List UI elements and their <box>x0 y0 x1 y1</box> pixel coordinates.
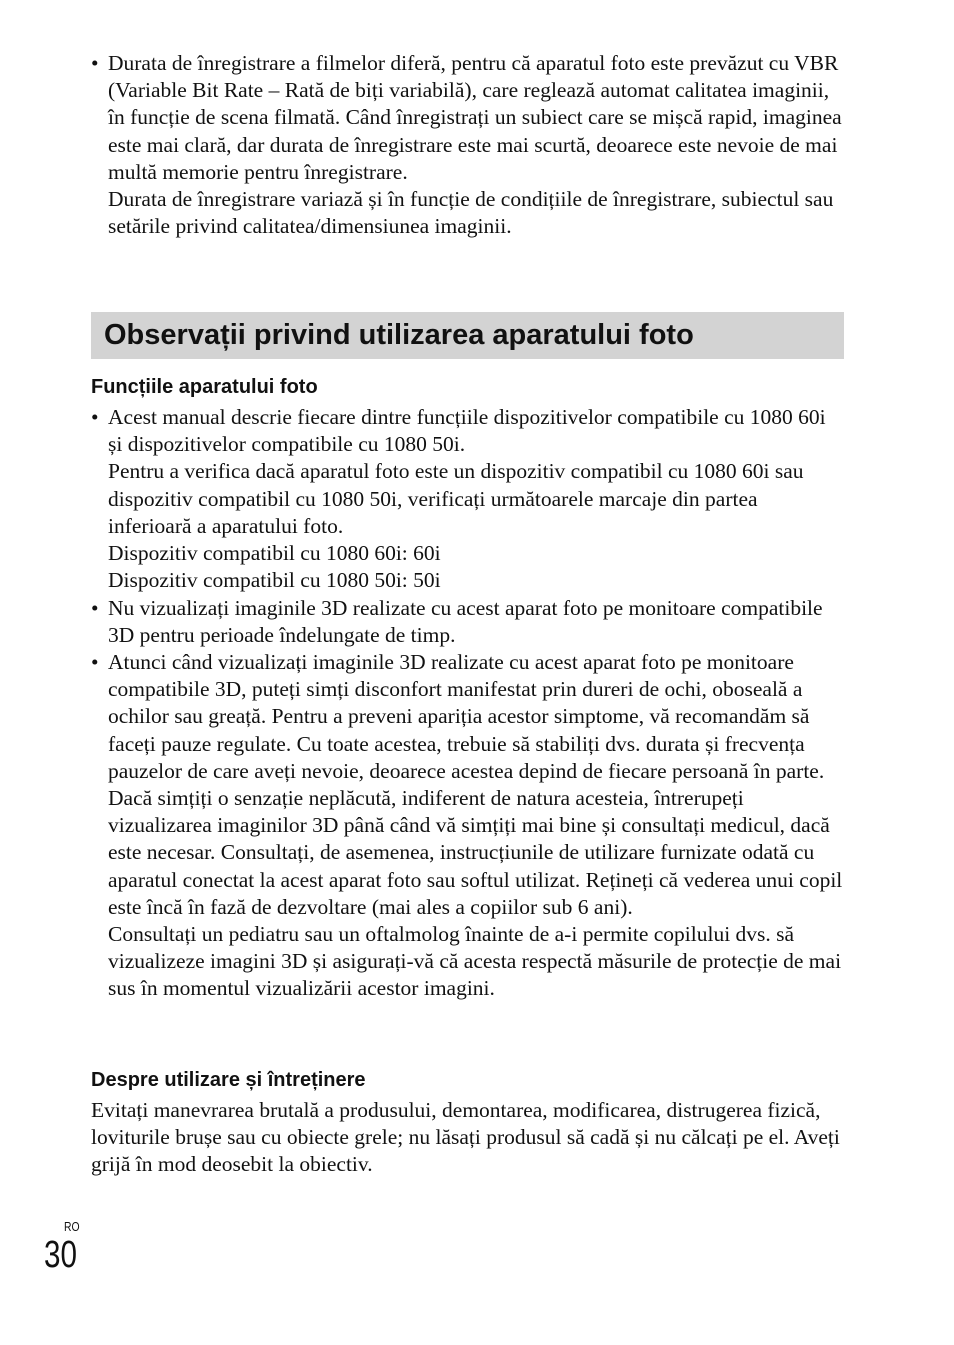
bullet-text <box>108 595 844 649</box>
3d-discomfort-note <box>91 649 844 1003</box>
bullet-marker: • <box>91 596 99 620</box>
compatibility-note <box>91 404 844 594</box>
bullet-text <box>108 649 844 1003</box>
bullet-text <box>108 404 844 594</box>
bullet-marker: • <box>91 51 99 75</box>
paragraph: Acest manual descrie fiecare dintre funcțiile dispozitivelor compatibile cu 1080 60i și dispozitivelor compatibile cu 1080 50i. <box>108 405 826 457</box>
subheading-use-maintenance: Despre utilizare și întreținere <box>91 1069 366 1091</box>
paragraph: Nu vizualizați imaginile 3D realizate cu acest aparat foto pe monitoare compatibile 3D pentru perioade îndelungate de timp. <box>108 596 823 648</box>
section-title: Observații privind utilizarea aparatului foto <box>104 319 694 351</box>
paragraph: Dispozitiv compatibil cu 1080 60i: 60i <box>108 541 441 566</box>
paragraph: Consultați un pediatru sau un oftalmolog înainte de a-i permite copilului dvs. să vizualizeze imagini 3D și asigurați-vă că acesta respectă măsurile de protecție de mai sus în momentul vizualizării acestor imagini. <box>108 922 842 1001</box>
maintenance-paragraph: Evitați manevrarea brutală a produsului, demontarea, modificarea, distrugerea fizică, loviturile brușe sau cu obiecte grele; nu lăsați produsul să cadă și nu călcați pe el. Aveți grijă în mod deosebit la obiectiv. <box>91 1098 840 1177</box>
recording-duration-note <box>91 50 844 240</box>
page-number: 30 <box>44 1234 77 1276</box>
paragraph: Dispozitiv compatibil cu 1080 50i: 50i <box>108 568 441 593</box>
language-code: RO <box>64 1219 80 1234</box>
paragraph: Durata de înregistrare a filmelor diferă, pentru că aparatul foto este prevăzut cu VBR (Variable Bit Rate – Rată de biți variabilă), care reglează automat calitatea imaginii, în funcție de scena filmată. Când înregistrați un subiect care se mișcă rapid, imaginea este mai clară, dar durata de înregistrare este mai scurtă, deoarece este nevoie de mai multă memorie pentru înregistrare. <box>108 51 842 184</box>
section-heading-bar <box>91 312 844 359</box>
paragraph: Pentru a verifica dacă aparatul foto este un dispozitiv compatibil cu 1080 60i sau dispozitiv compatibil cu 1080 50i, verificați următoarele marcaje din partea inferioară a aparatului foto. <box>108 459 804 538</box>
paragraph: Atunci când vizualizați imaginile 3D realizate cu acest aparat foto pe monitoare compatibile 3D, puteți simți disconfort manifestat prin dureri de ochi, oboseală a ochilor sau greață. Pentru a preveni apariția acestor simptome, vă recomandăm să faceți pauze regulate. Cu toate acestea, trebuie să stabiliți dvs. durata și frecvența pauzelor de care aveți nevoie, deoarece acestea depind de fiecare persoană în parte. Dacă simțiți o senzație neplăcută, indiferent de natura acesteia, întrerupeți vizualizarea imaginilor 3D până când vă simțiți mai bine și consultați medicul, dacă este necesar. Consultați, de asemenea, instrucțiunile de utilizare furnizate odată cu aparatul conectat la acest aparat foto sau softul utilizat. Rețineți că vederea unui copil este încă în fază de dezvoltare (mai ales a copiilor sub 6 ani). <box>108 650 843 919</box>
subheading-camera-functions: Funcțiile aparatului foto <box>91 376 318 398</box>
paragraph: Durata de înregistrare variază și în funcție de condițiile de înregistrare, subiectul sau setările privind calitatea/dimensiunea imaginii. <box>108 187 834 239</box>
bullet-text <box>108 50 844 240</box>
3d-viewing-duration-note <box>91 595 844 649</box>
bullet-marker: • <box>91 650 99 674</box>
bullet-marker: • <box>91 405 99 429</box>
